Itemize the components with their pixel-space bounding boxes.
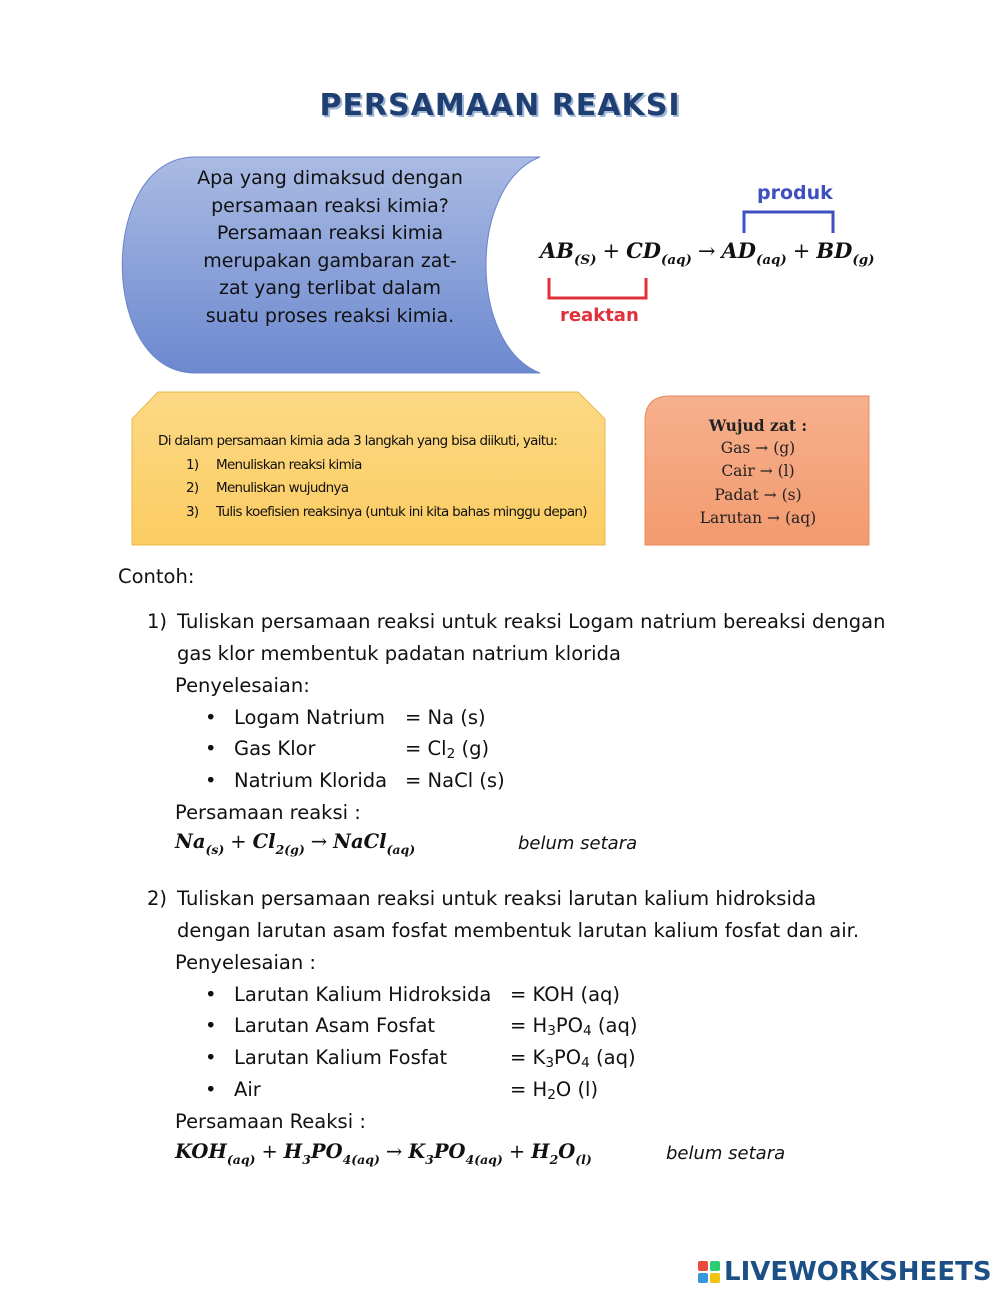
wujud-heading: Wujud zat : [708, 416, 808, 435]
step-item [158, 477, 598, 501]
reaktan-label: reaktan [560, 305, 639, 326]
bullet-icon: • [205, 983, 217, 1006]
balance-note: belum setara [666, 1143, 786, 1164]
eq-state: (g) [852, 252, 875, 268]
persamaan-label: Persamaan reaksi : [175, 801, 361, 824]
eq-operator: + [792, 239, 811, 263]
eq-term: AD [721, 238, 756, 263]
penyelesaian-label: Penyelesaian : [175, 951, 316, 974]
contoh-label: Contoh: [118, 565, 195, 588]
bullet-icon: • [205, 737, 217, 760]
logo-text: LIVEWORKSHEETS [724, 1257, 992, 1287]
step-number: 3) [186, 503, 199, 520]
substance-formula: = H3PO4 (aq) [510, 1014, 638, 1039]
example-question-line: Tuliskan persamaan reaksi untuk reaksi larutan kalium hidroksida [177, 887, 817, 910]
wujud-content [648, 414, 868, 530]
step-text: Tulis koefisien reaksinya (untuk ini kita bahas minggu depan) [216, 503, 587, 520]
page-title: PERSAMAAN REAKSI [319, 88, 681, 123]
bullet-icon: • [205, 1014, 217, 1037]
produk-label: produk [757, 182, 833, 204]
steps-intro: Di dalam persamaan kimia ada 3 langkah yang bisa diikuti, yaitu: [158, 433, 558, 449]
bullet-icon: • [205, 706, 217, 729]
eq-state: (aq) [755, 252, 787, 268]
wujud-item: Gas → (g) [720, 439, 796, 458]
bullet-icon: • [205, 1046, 217, 1069]
substance-formula: = H2O (l) [510, 1078, 599, 1103]
produk-bracket [744, 212, 833, 233]
wujud-item: Larutan → (aq) [699, 508, 817, 527]
balance-note: belum setara [518, 833, 638, 854]
reaktan-bracket [549, 278, 646, 298]
eq-operator: + [602, 239, 621, 263]
liveworksheets-logo[interactable] [698, 1257, 992, 1287]
definition-text: Apa yang dimaksud dengan persamaan reaksi kimia? Persamaan reaksi kimia merupakan gambaran zat-zat yang terlibat dalam suatu proses reaksi kimia. [197, 167, 463, 327]
penyelesaian-label: Penyelesaian: [175, 674, 310, 697]
bullet-icon: • [205, 1078, 217, 1101]
substance-name: Logam Natrium [234, 706, 385, 729]
steps-list [158, 454, 598, 525]
substance-name: Gas Klor [234, 737, 316, 760]
example-number: 1) [147, 610, 168, 633]
eq-term: AB [540, 238, 575, 263]
example-question-line: gas klor membentuk padatan natrium klorida [177, 642, 621, 665]
eq-term: BD [816, 238, 853, 263]
substance-name: Larutan Asam Fosfat [234, 1014, 436, 1037]
step-number: 1) [186, 456, 199, 473]
step-text: Menuliskan wujudnya [216, 480, 349, 496]
step-item [158, 501, 598, 525]
eq-state: (aq) [661, 252, 692, 268]
substance-formula: = K3PO4 (aq) [510, 1046, 636, 1071]
substance-formula: = Cl2 (g) [405, 737, 490, 762]
example-question-line: Tuliskan persamaan reaksi untuk reaksi Logam natrium bereaksi dengan [177, 610, 886, 633]
substance-formula: = NaCl (s) [405, 769, 505, 792]
substance-name: Larutan Kalium Fosfat [234, 1046, 448, 1069]
persamaan-label: Persamaan Reaksi : [175, 1110, 366, 1133]
general-equation [540, 238, 875, 268]
step-item [158, 454, 598, 478]
substance-formula: = KOH (aq) [510, 983, 621, 1006]
example-number: 2) [147, 887, 168, 910]
steps-content [158, 430, 598, 524]
substance-name: Natrium Klorida [234, 769, 388, 792]
eq-term: CD [626, 238, 662, 263]
step-text: Menuliskan reaksi kimia [216, 456, 362, 473]
substance-formula: = Na (s) [405, 706, 486, 729]
eq-state: (S) [574, 252, 597, 268]
eq-arrow: → [697, 239, 716, 263]
step-number: 2) [186, 480, 199, 496]
substance-name: Larutan Kalium Hidroksida [234, 983, 492, 1006]
substance-name: Air [234, 1078, 261, 1101]
wujud-item: Cair → (l) [721, 462, 795, 481]
wujud-item: Padat → (s) [714, 485, 802, 504]
bullet-icon: • [205, 769, 217, 792]
logo-icon [698, 1261, 720, 1283]
reaction-equation: $Na_{(s)} + Cl_{2(g)}$ → NaCl$_{(aq)}$ [175, 830, 416, 857]
example-question-line: dengan larutan asam fosfat membentuk larutan kalium fosfat dan air. [177, 919, 860, 942]
reaction-equation: $KOH_{(aq)} + H_3PO_{4(aq)} \to K_3PO_{4(aq)} + H_2O_{(l)}$ [175, 1140, 592, 1167]
